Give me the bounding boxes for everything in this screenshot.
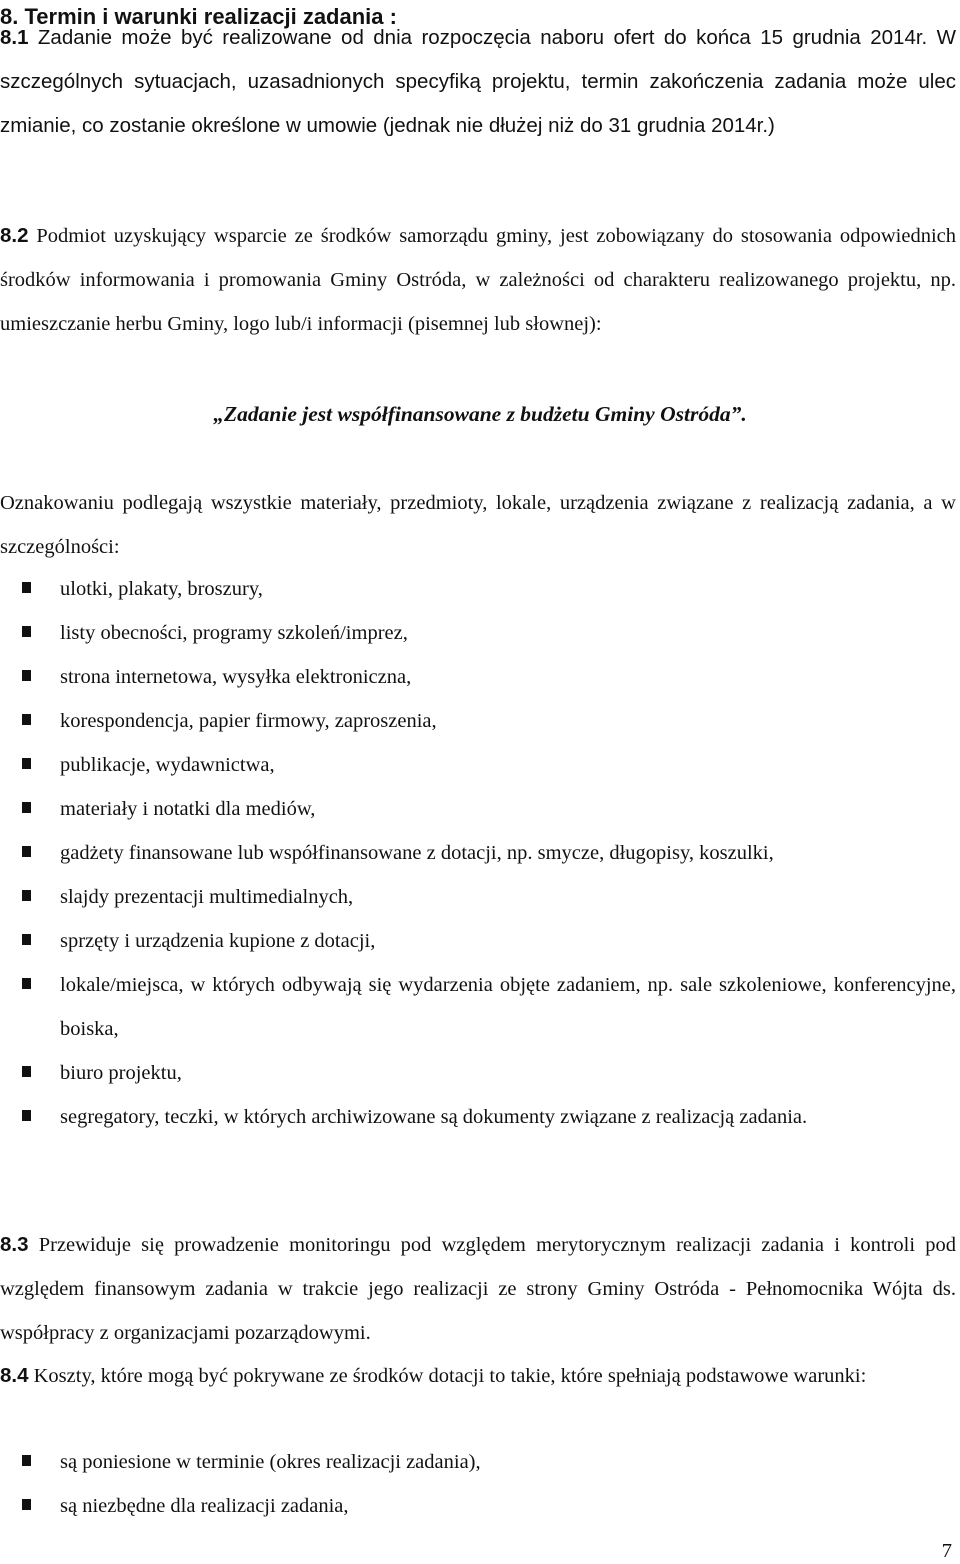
paragraph-text: Podmiot uzyskujący wsparcie ze środków samorządu gminy, jest zobowiązany do stosowania odpowiednich środków informowania i promowania Gminy Ostróda, w zależności od charakteru realizowanego projektu, np. umieszczanie herbu Gminy, logo lub/i informacji (pisemnej lub słownej): [0, 225, 956, 335]
square-bullet-icon [22, 934, 31, 945]
square-bullet-icon [22, 1455, 31, 1466]
square-bullet-icon [22, 670, 31, 681]
square-bullet-icon [22, 626, 31, 637]
square-bullet-icon [22, 1499, 31, 1510]
list-item: materiały i notatki dla mediów, [0, 787, 956, 831]
list-item: sprzęty i urządzenia kupione z dotacji, [0, 919, 956, 963]
list-item: gadżety finansowane lub współfinansowane z dotacji, np. smycze, długopisy, koszulki, [0, 831, 956, 875]
square-bullet-icon [22, 978, 31, 989]
paragraph-number: 8.4 [0, 1364, 29, 1387]
square-bullet-icon [22, 1066, 31, 1077]
list-item: lokale/miejsca, w których odbywają się wydarzenia objęte zadaniem, np. sale szkoleniowe, konferencyjne, boiska, [0, 963, 956, 1051]
paragraph-8-4 [0, 1354, 956, 1398]
square-bullet-icon [22, 890, 31, 901]
paragraph-number: 8.2 [0, 224, 29, 247]
paragraph-text: Przewiduje się prowadzenie monitoringu pod względem merytorycznym realizacji zadania i kontroli pod względem finansowym zadania w trakcie jego realizacji ze strony Gminy Ostróda - Pełnomocnika Wójta ds. współpracy z organizacjami pozarządowymi. [0, 1234, 956, 1344]
list-item: publikacje, wydawnictwa, [0, 743, 956, 787]
square-bullet-icon [22, 758, 31, 769]
list-item: strona internetowa, wysyłka elektroniczna, [0, 655, 956, 699]
list-item: segregatory, teczki, w których archiwizowane są dokumenty związane z realizacją zadania. [0, 1095, 956, 1139]
list-item: są niezbędne dla realizacji zadania, [0, 1484, 956, 1528]
list-item: slajdy prezentacji multimedialnych, [0, 875, 956, 919]
list-item: listy obecności, programy szkoleń/imprez, [0, 611, 956, 655]
paragraph-number: 8.1 [0, 26, 29, 49]
paragraph-8-3 [0, 1223, 956, 1355]
paragraph-text: Zadanie może być realizowane od dnia rozpoczęcia naboru ofert do końca 15 grudnia 2014r. W szczególnych sytuacjach, uzasadnionych specyfiką projektu, termin zakończenia zadania może ulec zmianie, co zostanie określone w umowie (jednak nie dłużej niż do 31 grudnia 2014r.) [0, 26, 956, 137]
square-bullet-icon [22, 1110, 31, 1121]
square-bullet-icon [22, 714, 31, 725]
list-item: są poniesione w terminie (okres realizacji zadania), [0, 1440, 956, 1484]
square-bullet-icon [22, 846, 31, 857]
page-number: 7 [941, 1540, 952, 1562]
paragraph-text: Koszty, które mogą być pokrywane ze środków dotacji to takie, które spełniają podstawowe warunki: [28, 1365, 867, 1387]
marking-list [0, 567, 960, 1139]
section-heading: 8. Termin i warunki realizacji zadania : [0, 4, 397, 29]
marking-intro: Oznakowaniu podlegają wszystkie materiały, przedmioty, lokale, urządzenia związane z realizacją zadania, a w szczególności: [0, 492, 956, 558]
paragraph-8-1 [0, 16, 956, 148]
square-bullet-icon [22, 802, 31, 813]
list-item: biuro projektu, [0, 1051, 956, 1095]
paragraph-8-2 [0, 214, 956, 346]
paragraph-number: 8.3 [0, 1233, 29, 1256]
list-item: korespondencja, papier firmowy, zaproszenia, [0, 699, 956, 743]
funding-statement: „Zadanie jest współfinansowane z budżetu Gminy Ostróda”. [213, 402, 747, 426]
list-item: ulotki, plakaty, broszury, [0, 567, 956, 611]
square-bullet-icon [22, 582, 31, 593]
cost-conditions-list [0, 1440, 960, 1528]
